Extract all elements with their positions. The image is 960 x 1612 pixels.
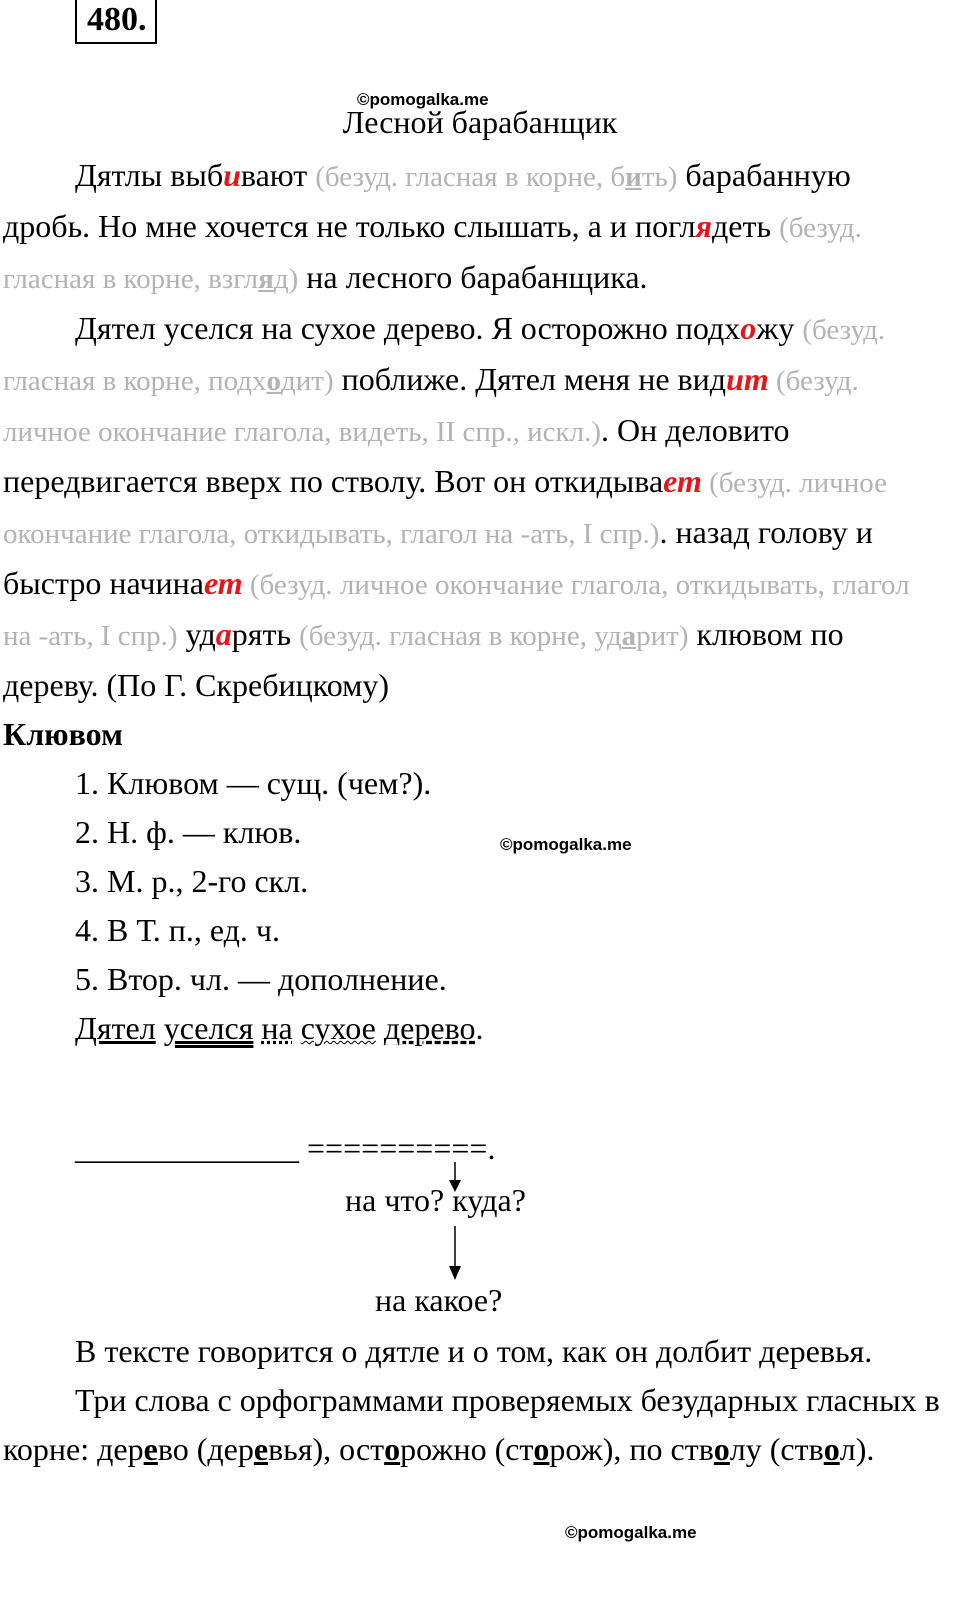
check-letter: а (621, 620, 637, 652)
comment-text: (безуд. гласная в корне, взгл (3, 212, 862, 295)
comment-text: дит) (281, 365, 334, 397)
orthogram-letter: и (223, 157, 241, 193)
text-run: вья), ост (268, 1431, 385, 1467)
text-run: вают (240, 157, 316, 193)
comment-text: д) (273, 263, 299, 295)
text-run: на лесного барабанщика. (298, 259, 648, 295)
sentence-end: . (475, 1010, 484, 1046)
text-run: рож), по ств (549, 1431, 714, 1467)
scheme-line: ______________ ==========. (75, 1130, 496, 1166)
text-run: рять (231, 616, 300, 652)
orthogram-ending: ет (203, 565, 243, 601)
text-run: Дятлы выб (75, 157, 224, 193)
orthogram-letter: е (143, 1431, 158, 1467)
comment-text: (безуд. гласная в корне, подх (3, 314, 886, 397)
comment (315, 161, 677, 193)
exercise-number: 480. (75, 0, 157, 44)
conclusion-2 (3, 1376, 943, 1474)
comment-text: (безуд. гласная в корне, уд (299, 620, 622, 652)
preposition-word: на (261, 1010, 293, 1046)
paragraph-1 (3, 151, 943, 304)
parse-item: 2. Н. ф. — клюв. (75, 814, 302, 850)
check-letter: и (625, 161, 642, 193)
watermark: ©pomogalka.me (500, 835, 632, 854)
parse-item: 4. В Т. п., ед. ч. (75, 912, 280, 948)
conclusion (3, 1327, 943, 1474)
parse-item: 5. Втор. чл. — дополнение. (75, 961, 447, 997)
comment-text: (безуд. гласная в корне, б (315, 161, 626, 193)
orthogram-letter: е (253, 1431, 269, 1467)
arrow-head (449, 1266, 461, 1280)
check-letter: я (258, 263, 274, 295)
text-run: Три слова с орфограммами проверяемых безударных гласных в корне: дер (3, 1382, 940, 1467)
question-label: на какое? (375, 1282, 503, 1318)
orthogram-ending: ет (663, 463, 702, 499)
text-run: деть (712, 208, 780, 244)
text-run: во (дер (157, 1431, 254, 1467)
orthogram-letter: о (823, 1431, 840, 1467)
text-title: Лесной барабанщик (342, 104, 618, 140)
parse-item: 3. М. р., 2-го скл. (75, 863, 309, 899)
text-run: жу (756, 310, 803, 346)
attribute-word: сухое (300, 1010, 376, 1046)
parse-heading: Клювом (3, 716, 123, 752)
orthogram-letter: о (740, 310, 757, 346)
orthogram-letter: о (384, 1431, 401, 1467)
comment-text: рит) (636, 620, 689, 652)
orthogram-ending: ит (726, 361, 769, 397)
paragraph-2 (3, 304, 943, 710)
text-run: барабанную дробь. Но мне хочется не только слышать, а и погл (3, 157, 851, 244)
comment-text: ть) (641, 161, 678, 193)
text-run: поближе. Дятел меня не вид (333, 361, 727, 397)
text-run: клювом по дереву. (По Г. Скребицкому) (3, 616, 844, 703)
orthogram-letter: а (215, 616, 232, 652)
text-run: лу (ств (729, 1431, 824, 1467)
object-word: дерево (383, 1010, 476, 1046)
text-run: . Он деловито передвигается вверх по стволу. Вот он откидыва (3, 412, 790, 499)
text-body (3, 151, 943, 1053)
comment: (безуд. личное окончание глагола, видеть, II спр., искл.) (3, 365, 859, 448)
watermark: ©pomogalka.me (565, 1523, 697, 1542)
text-run: л). (839, 1431, 875, 1467)
subject-word: Дятел (75, 1010, 156, 1046)
check-letter: о (266, 365, 282, 397)
sentence-scheme (0, 1130, 960, 1330)
comment (299, 620, 688, 652)
conclusion-1: В тексте говорится о дятле и о том, как он долбит деревья. (75, 1333, 873, 1369)
analyzed-sentence (3, 1004, 943, 1053)
orthogram-letter: я (695, 208, 713, 244)
parse-item: 1. Клювом — сущ. (чем?). (75, 765, 432, 801)
question-label: на что? куда? (345, 1182, 526, 1218)
text-run: . назад голову и быстро начина (3, 514, 873, 601)
text-run: рожно (ст (400, 1431, 534, 1467)
text-run: уд (177, 616, 216, 652)
orthogram-letter: о (533, 1431, 550, 1467)
predicate-word: уселся (163, 1010, 254, 1046)
watermark: ©pomogalka.me (357, 90, 489, 109)
comment: (безуд. личное окончание глагола, откидывать, глагол на -ать, I спр.) (3, 467, 887, 550)
comment: (безуд. личное окончание глагола, откидывать, глагол на -ать, I спр.) (3, 569, 910, 652)
orthogram-letter: о (713, 1431, 730, 1467)
text-run: Дятел уселся на сухое дерево. Я осторожно подх (75, 310, 741, 346)
